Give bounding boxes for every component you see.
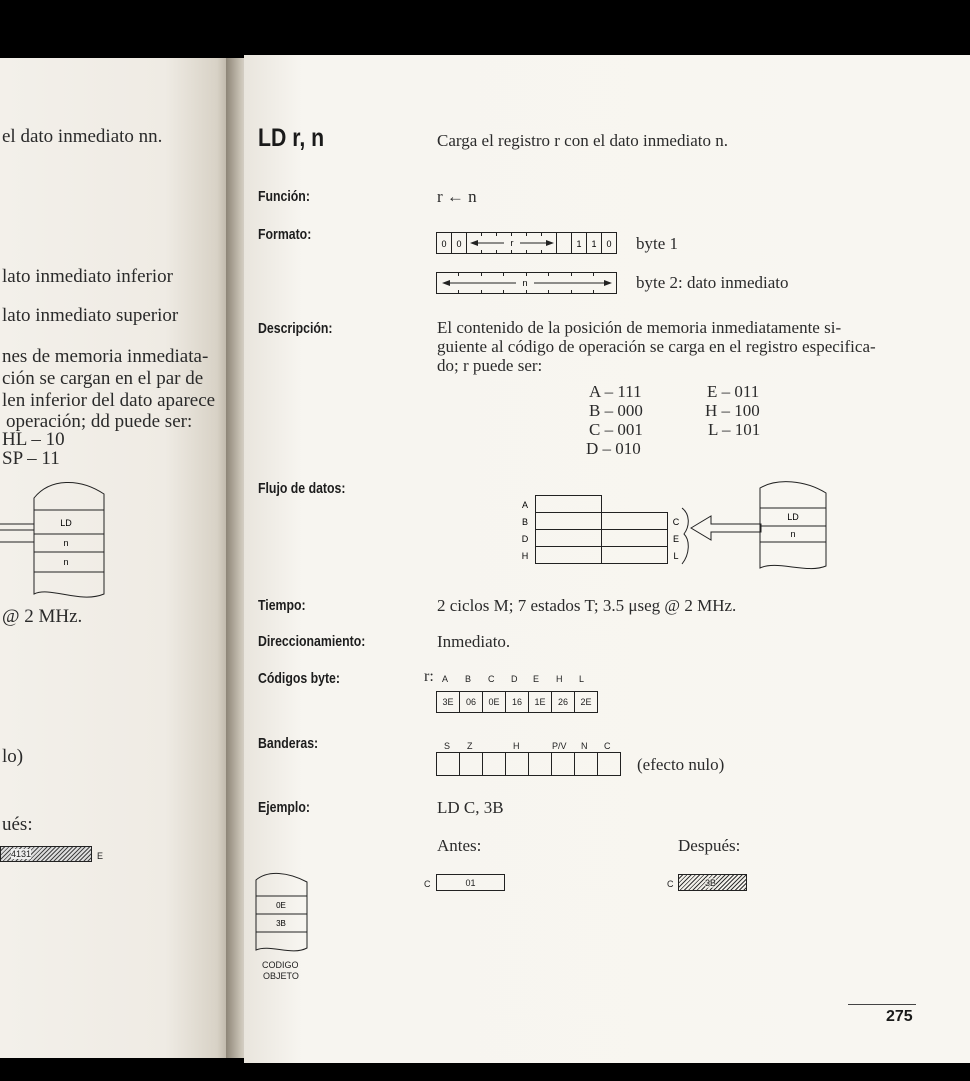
description-line-2: guiente al código de operación se carga en el registro especifica- — [437, 337, 876, 356]
flag-name: Z — [467, 741, 473, 751]
example-after-label: Después: — [678, 836, 741, 855]
left-line-4: nes de memoria inmediata- — [2, 346, 209, 367]
left-diagram-cell-2: n — [63, 538, 69, 548]
object-code-cell-2: 3B — [276, 919, 286, 928]
format-byte1-label: byte 1 — [636, 234, 679, 253]
left-diagram-cell-1: LD — [60, 518, 72, 528]
flag-cell — [575, 752, 598, 776]
byte-code-reg: L — [579, 674, 585, 684]
flag-cell — [552, 752, 575, 776]
flow-reg-l: L — [673, 551, 679, 561]
format-bit-2: 0 — [456, 239, 462, 249]
left-line-2: lato inmediato inferior — [2, 266, 173, 287]
register-code-d: D – 010 — [586, 439, 641, 458]
label-descripcion: Descripción: — [258, 320, 333, 337]
example-before-value: 01 — [436, 874, 505, 891]
flow-reg-h: H — [521, 551, 529, 561]
flag-name: N — [581, 741, 588, 751]
data-flow-diagram — [515, 478, 835, 578]
instruction-mnemonic: LD r, n — [258, 124, 325, 152]
page-number: 275 — [886, 1008, 913, 1025]
byte-code-reg: A — [442, 674, 449, 684]
flags-register — [436, 752, 621, 776]
byte-code-cell: 2E — [575, 691, 598, 713]
byte-codes-register-row — [436, 674, 596, 688]
byte-code-reg: D — [511, 674, 518, 684]
instruction-summary: Carga el registro r con el dato inmediato n. — [437, 131, 728, 150]
object-code-caption-1: CODIGO — [262, 960, 299, 970]
format-n-field: n — [522, 278, 528, 288]
left-line-3: lato inmediato superior — [2, 305, 179, 326]
flag-cell — [460, 752, 483, 776]
flag-name: S — [444, 741, 451, 751]
flow-reg-d: D — [521, 534, 529, 544]
byte-code-reg: C — [488, 674, 495, 684]
example-after-register: C — [667, 879, 674, 889]
label-tiempo: Tiempo: — [258, 597, 306, 614]
left-line-5: ción se cargan en el par de — [2, 368, 204, 389]
byte-code-cell: 26 — [552, 691, 575, 713]
example-before-register: C — [424, 879, 431, 889]
flag-cell — [598, 752, 621, 776]
register-code-a: A – 111 — [589, 382, 642, 401]
flag-name: C — [604, 741, 611, 751]
flags-note: (efecto nulo) — [637, 755, 725, 774]
register-code-c: C – 001 — [589, 420, 643, 439]
opcode-format-diagram — [436, 232, 620, 298]
label-codigos-byte: Códigos byte: — [258, 670, 340, 687]
object-code-caption-2: OBJETO — [263, 971, 299, 981]
left-diagram-cell-3: n — [63, 557, 69, 567]
flow-reg-a: A — [521, 500, 529, 510]
left-line-8: HL – 10 — [2, 429, 65, 450]
left-line-11: lo) — [2, 746, 24, 767]
page-number-rule — [848, 1004, 916, 1005]
byte-code-reg: E — [533, 674, 540, 684]
label-direccionamiento: Direccionamiento: — [258, 633, 366, 650]
left-memory-diagram — [0, 476, 110, 601]
byte-code-cell: 1E — [529, 691, 552, 713]
register-code-l: L – 101 — [708, 420, 761, 439]
byte-codes-table — [436, 691, 598, 713]
example-after-box — [678, 874, 747, 891]
byte-code-cell: 0E — [483, 691, 506, 713]
description-line-1: El contenido de la posición de memoria inmediatamente si- — [437, 318, 842, 337]
flow-memory-n: n — [790, 529, 796, 539]
byte-code-reg: H — [556, 674, 563, 684]
flag-name: P/V — [552, 741, 567, 751]
flag-cell — [529, 752, 552, 776]
byte-code-cell: 3E — [437, 691, 460, 713]
byte-code-cell: 06 — [460, 691, 483, 713]
byte-code-cell: 16 — [506, 691, 529, 713]
label-banderas: Banderas: — [258, 735, 319, 752]
flow-reg-c: C — [672, 517, 680, 527]
format-bit-1: 0 — [441, 239, 447, 249]
left-line-9: SP – 11 — [2, 448, 60, 469]
flow-memory-ld: LD — [787, 512, 799, 522]
example-instruction: LD C, 3B — [437, 798, 504, 817]
left-register-name: E — [97, 851, 104, 861]
left-line-12: ués: — [2, 814, 33, 835]
left-page — [0, 58, 236, 1058]
example-before-label: Antes: — [437, 836, 482, 855]
description-line-3: do; r puede ser: — [437, 356, 543, 375]
label-funcion: Función: — [258, 188, 310, 205]
left-register-box — [0, 846, 92, 862]
flag-cell — [483, 752, 506, 776]
label-ejemplo: Ejemplo: — [258, 799, 310, 816]
addressing-text: Inmediato. — [437, 632, 511, 651]
object-code-diagram — [254, 870, 310, 956]
left-line-10: @ 2 MHz. — [2, 606, 83, 627]
flag-cell — [437, 752, 460, 776]
label-formato: Formato: — [258, 226, 312, 243]
format-bit-4: 1 — [576, 239, 582, 249]
format-bit-5: 1 — [591, 239, 597, 249]
flow-reg-e: E — [672, 534, 680, 544]
example-after-value: 3B — [705, 878, 717, 888]
format-byte2-label: byte 2: dato inmediato — [636, 273, 789, 292]
timing-text: 2 ciclos M; 7 estados T; 3.5 μseg @ 2 MHz. — [437, 596, 737, 615]
flow-reg-b: B — [521, 517, 529, 527]
flag-name: H — [513, 741, 520, 751]
object-code-cell-1: 0E — [276, 901, 286, 910]
byte-codes-prefix: r: — [424, 668, 434, 685]
left-register-value: 4131 — [11, 849, 32, 859]
function-expression: r ← n — [437, 187, 477, 206]
label-flujo-datos: Flujo de datos: — [258, 480, 346, 497]
format-r-field: r — [510, 238, 514, 248]
register-code-b: B – 000 — [589, 401, 643, 420]
register-code-e: E – 011 — [707, 382, 760, 401]
left-line-7: operación; dd puede ser: — [6, 411, 193, 432]
register-code-h: H – 100 — [705, 401, 760, 420]
byte-code-reg: B — [465, 674, 472, 684]
format-bit-6: 0 — [606, 239, 612, 249]
left-line-1: el dato inmediato nn. — [2, 126, 163, 147]
flag-cell — [506, 752, 529, 776]
left-line-6: len inferior del dato aparece — [2, 390, 216, 411]
